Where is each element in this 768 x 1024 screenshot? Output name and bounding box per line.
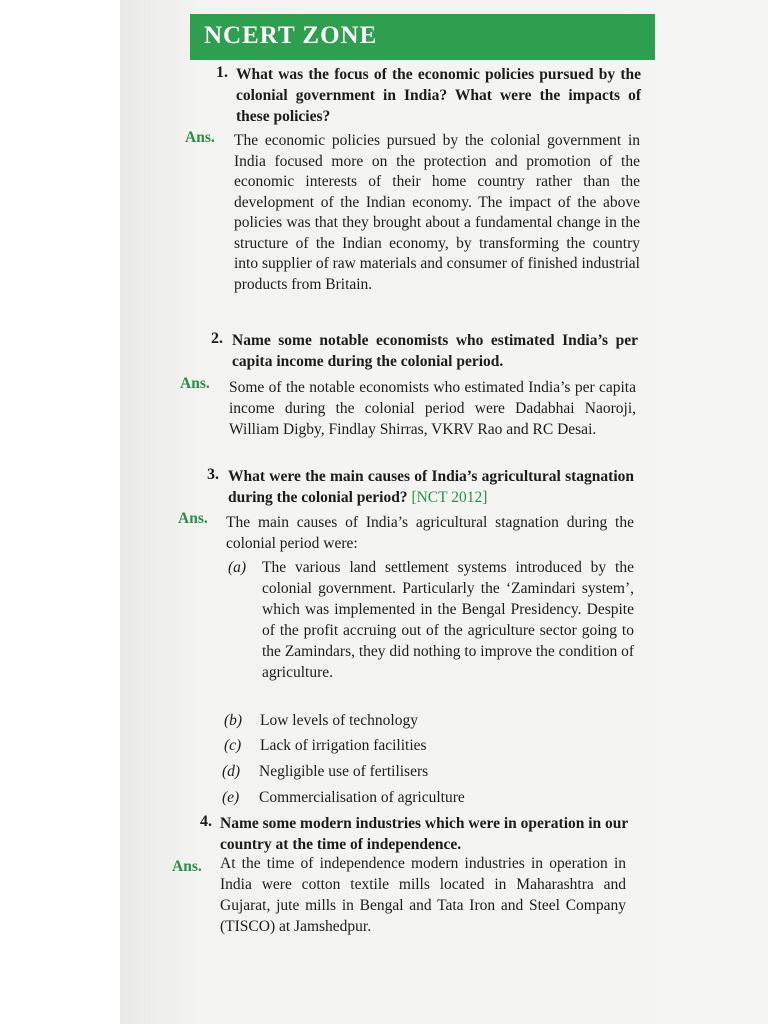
question-number: 4.: [200, 813, 212, 830]
list-item-text: Lack of irrigation facilities: [260, 737, 427, 754]
list-item-text: The various land settlement systems introduced by the colonial government. Particularly the ‘Zamindari system’, which was implemented in the Bengal Presidency. Despite of the profit accruing out of the agriculture sector going to the Zamindars, they did nothing to improve the condition of agriculture.: [262, 559, 634, 681]
exam-reference: [NCT 2012]: [411, 489, 488, 506]
answer-label: Ans.: [180, 375, 210, 392]
list-item: [228, 557, 634, 683]
list-item-text: Commercialisation of agriculture: [259, 789, 465, 806]
answer-label: Ans.: [185, 129, 215, 146]
answer-4: At the time of independence modern industries in operation in India were cotton textile mills located in Maharashtra and Gujarat, jute mills in Bengal and Tata Iron and Steel Company (TISCO) at Jamshedpur.: [220, 855, 626, 935]
banner-title: NCERT ZONE: [204, 22, 378, 49]
question-number: 2.: [211, 330, 223, 347]
question-3: [228, 466, 634, 508]
answer-2: Some of the notable economists who estimated India’s per capita income during the colonial period were Dadabhai Naoroji, William Digby, Findlay Shirras, VKRV Rao and RC Desai.: [229, 379, 636, 438]
question-number: 1.: [216, 64, 228, 81]
list-item-text: Negligible use of fertilisers: [259, 763, 429, 780]
list-item-mark: (d): [222, 763, 241, 780]
question-2: Name some notable economists who estimated India’s per capita income during the colonial period.: [232, 332, 638, 370]
list-item-text: Low levels of technology: [260, 712, 418, 729]
list-item-mark: (a): [228, 559, 247, 576]
list-item-mark: (b): [224, 712, 243, 729]
answer-1: The economic policies pursued by the colonial government in India focused more on the protection and promotion of the economic interests of their home country rather than the development of the Indian economy. The impact of the above policies was that they brought about a fundamental change in the structure of the Indian economy, by transforming the country into supplier of raw materials and consumer of finished industrial products from Britain.: [234, 132, 640, 293]
question-1: What was the focus of the economic policies pursued by the colonial government in India? What were the impacts of these policies?: [236, 66, 641, 125]
list-item-mark: (c): [224, 737, 242, 754]
answer-label: Ans.: [178, 510, 208, 527]
answer-label: Ans.: [172, 858, 202, 875]
question-3-text: What were the main causes of India’s agricultural stagnation during the colonial period?: [228, 468, 634, 506]
list-item-mark: (e): [222, 789, 240, 806]
question-number: 3.: [207, 466, 219, 483]
question-4: Name some modern industries which were in operation in our country at the time of independence.: [220, 815, 629, 853]
answer-3: The main causes of India’s agricultural stagnation during the colonial period were:: [226, 514, 634, 552]
section-banner: [190, 14, 655, 60]
